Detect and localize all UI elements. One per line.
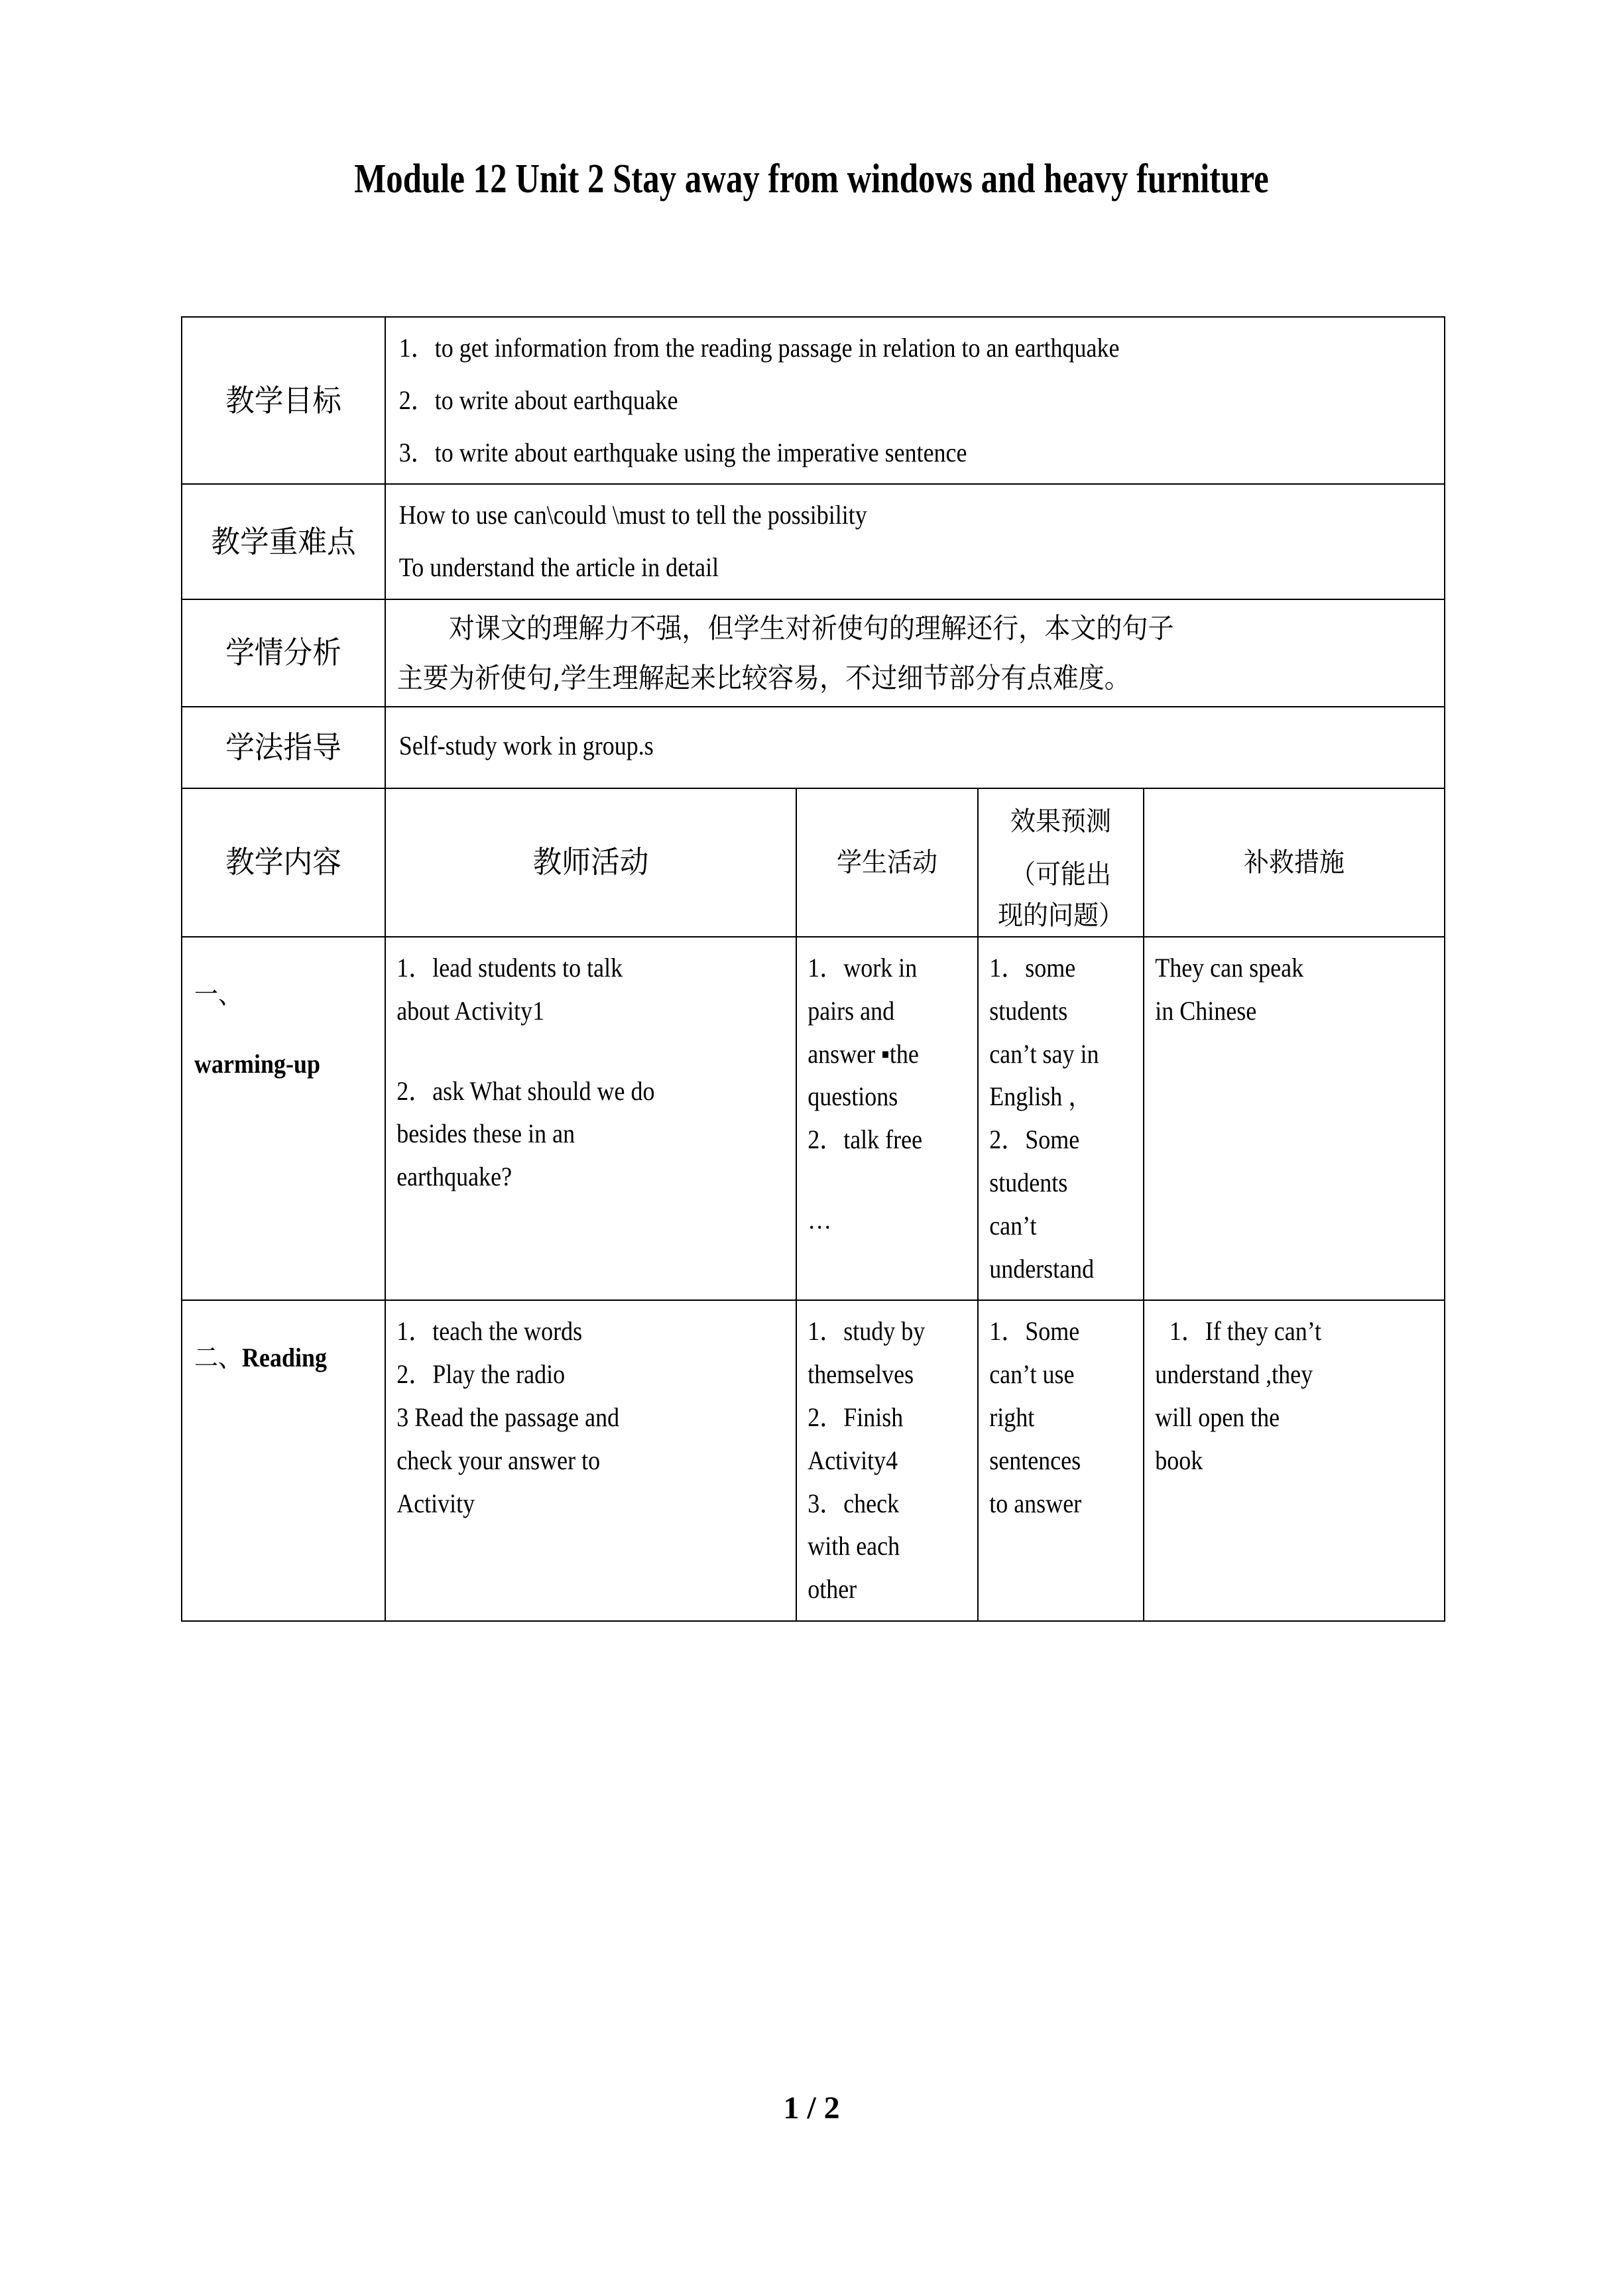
remedy-line: will open the — [1155, 1402, 1280, 1432]
prediction-line: students — [989, 1167, 1068, 1197]
student-activity-reading — [797, 1301, 959, 1620]
student-line: other — [808, 1574, 857, 1604]
objective-item-1: 1．to get information from the reading passage in relation to an earthquake — [398, 333, 1120, 363]
teacher-line: 1．teach the words — [396, 1316, 583, 1347]
student-line: 2．talk free — [808, 1124, 923, 1155]
student-line: 1．study by — [808, 1316, 926, 1347]
teacher-activity-warming-up — [386, 937, 754, 1208]
teacher-activity-reading — [386, 1301, 754, 1534]
student-line: 2．Finish — [808, 1402, 904, 1432]
table-row-study-guidance — [182, 707, 1445, 788]
table-row-objectives — [182, 317, 1445, 484]
prediction-reading — [979, 1301, 1126, 1534]
remedy-line: 1．If they can’t — [1169, 1316, 1322, 1347]
teacher-line: 1．lead students to talk — [396, 952, 623, 983]
prediction-warming-up — [979, 937, 1126, 1299]
row-content-cell — [385, 599, 1445, 707]
column-header-content-label: 教学内容 — [225, 844, 341, 880]
column-header-prediction-line-1: 效果预测 — [1010, 806, 1111, 837]
remedy-line: book — [1155, 1445, 1203, 1475]
prediction-line: 2．Some — [989, 1124, 1080, 1155]
remedy-reading — [1144, 1301, 1414, 1491]
stage-number: 二、 — [194, 1343, 242, 1373]
remedy-cell — [1144, 937, 1445, 1300]
row-label-cell — [182, 707, 385, 788]
stage-number: 一、 — [194, 979, 242, 1009]
key-point-line-2: To understand the article in detail — [398, 552, 719, 583]
prediction-cell — [978, 937, 1144, 1300]
teacher-line: earthquake? — [396, 1162, 512, 1192]
teacher-line: 2．Play the radio — [396, 1359, 566, 1390]
label-study-guidance: 学法指导 — [225, 729, 341, 765]
row-content-cell — [385, 317, 1445, 484]
column-header-remedy-label: 补救措施 — [1244, 847, 1345, 878]
teacher-line: 2．ask What should we do — [396, 1075, 655, 1106]
remedy-line: understand ,they — [1155, 1359, 1313, 1390]
student-line: themselves — [808, 1359, 914, 1390]
prediction-line: to answer — [989, 1488, 1082, 1518]
student-line: pairs and — [808, 995, 895, 1026]
student-activity-cell — [796, 937, 978, 1300]
student-line: … — [808, 1204, 832, 1235]
prediction-cell — [978, 1300, 1144, 1621]
key-point-line-1: How to use can\could \must to tell the possibility — [398, 500, 867, 530]
student-activity-warming-up — [797, 937, 959, 1251]
row-label-cell — [182, 484, 385, 599]
activity-stage-cell — [182, 1300, 385, 1621]
teacher-activity-cell — [385, 937, 796, 1300]
objective-item-3: 3．to write about earthquake using the imperative sentence — [398, 437, 967, 467]
table-row-key-points — [182, 484, 1445, 599]
teacher-line: check your answer to — [396, 1445, 601, 1475]
column-header-prediction-line-2: （可能出 — [1010, 859, 1111, 890]
prediction-line: sentences — [989, 1445, 1081, 1475]
prediction-line: can’t say in — [989, 1038, 1099, 1069]
remedy-cell — [1144, 1300, 1445, 1621]
lesson-plan-table — [181, 316, 1445, 1622]
stage-name: Reading — [242, 1343, 328, 1373]
page-number: 1 / 2 — [783, 2090, 840, 2126]
objective-item-2: 2．to write about earthquake — [398, 385, 678, 415]
prediction-line: English ， — [989, 1081, 1093, 1112]
teacher-line: Activity — [396, 1488, 475, 1518]
stage-label-warming-up — [182, 937, 365, 1122]
student-line: answer ▪the — [808, 1038, 919, 1069]
label-teaching-objectives: 教学目标 — [225, 382, 341, 418]
prediction-line: 1．some — [989, 952, 1076, 983]
stage-heading-reading — [194, 1337, 361, 1380]
activity-stage-cell — [182, 937, 385, 1300]
prediction-line: understand — [989, 1253, 1095, 1284]
student-line: with each — [808, 1531, 900, 1561]
student-analysis-line-1: 对课文的理解力不强，但学生对祈使句的理解还行，本文的句子 — [448, 611, 1174, 644]
column-header-remedy — [1144, 788, 1445, 937]
stage-name: warming-up — [194, 1048, 321, 1079]
student-line: 3．check — [808, 1488, 900, 1518]
remedy-line: They can speak — [1155, 952, 1304, 983]
spacer — [808, 1162, 953, 1199]
student-activity-cell — [796, 1300, 978, 1621]
remedy-warming-up — [1144, 937, 1414, 1042]
teacher-line: besides these in an — [396, 1118, 575, 1149]
teacher-line: 3 Read the passage and — [396, 1402, 620, 1432]
label-key-difficulties: 教学重难点 — [211, 523, 356, 560]
row-content-cell — [385, 484, 1445, 599]
study-guidance-line-1: Self-study work in group.s — [398, 731, 654, 761]
column-header-student-label: 学生活动 — [837, 847, 937, 878]
stage-label-reading — [182, 1301, 365, 1416]
table-row-student-analysis — [182, 599, 1445, 707]
student-line: Activity4 — [808, 1445, 898, 1475]
prediction-line: 1．Some — [989, 1316, 1080, 1347]
column-header-prediction-line-3: 现的问题） — [998, 900, 1124, 931]
remedy-line: in Chinese — [1155, 995, 1257, 1026]
student-analysis-line-2: 主要为祈使句,学生理解起来比较容易，不过细节部分有点难度。 — [396, 662, 1130, 695]
page-title: Module 12 Unit 2 Stay away from windows and heavy furniture — [354, 156, 1269, 202]
row-label-cell — [182, 317, 385, 484]
prediction-line: students — [989, 995, 1068, 1026]
student-line: 1．work in — [808, 952, 918, 983]
table-header-row — [182, 788, 1445, 937]
column-header-content — [182, 788, 385, 937]
student-line: questions — [808, 1081, 898, 1112]
teacher-activity-cell — [385, 1300, 796, 1621]
prediction-line: can’t — [989, 1210, 1037, 1240]
table-row-activity-warming-up — [182, 937, 1445, 1300]
column-header-student — [796, 788, 978, 937]
row-label-cell — [182, 599, 385, 707]
prediction-line: can’t use — [989, 1359, 1075, 1390]
teacher-line: about Activity1 — [396, 995, 545, 1026]
column-header-teacher — [385, 788, 796, 937]
label-student-analysis: 学情分析 — [225, 634, 341, 671]
column-header-prediction — [978, 788, 1144, 937]
table-row-activity-reading — [182, 1300, 1445, 1621]
row-content-cell — [385, 707, 1445, 788]
spacer — [396, 1033, 749, 1070]
column-header-teacher-label: 教师活动 — [532, 844, 649, 880]
prediction-line: right — [989, 1402, 1035, 1432]
